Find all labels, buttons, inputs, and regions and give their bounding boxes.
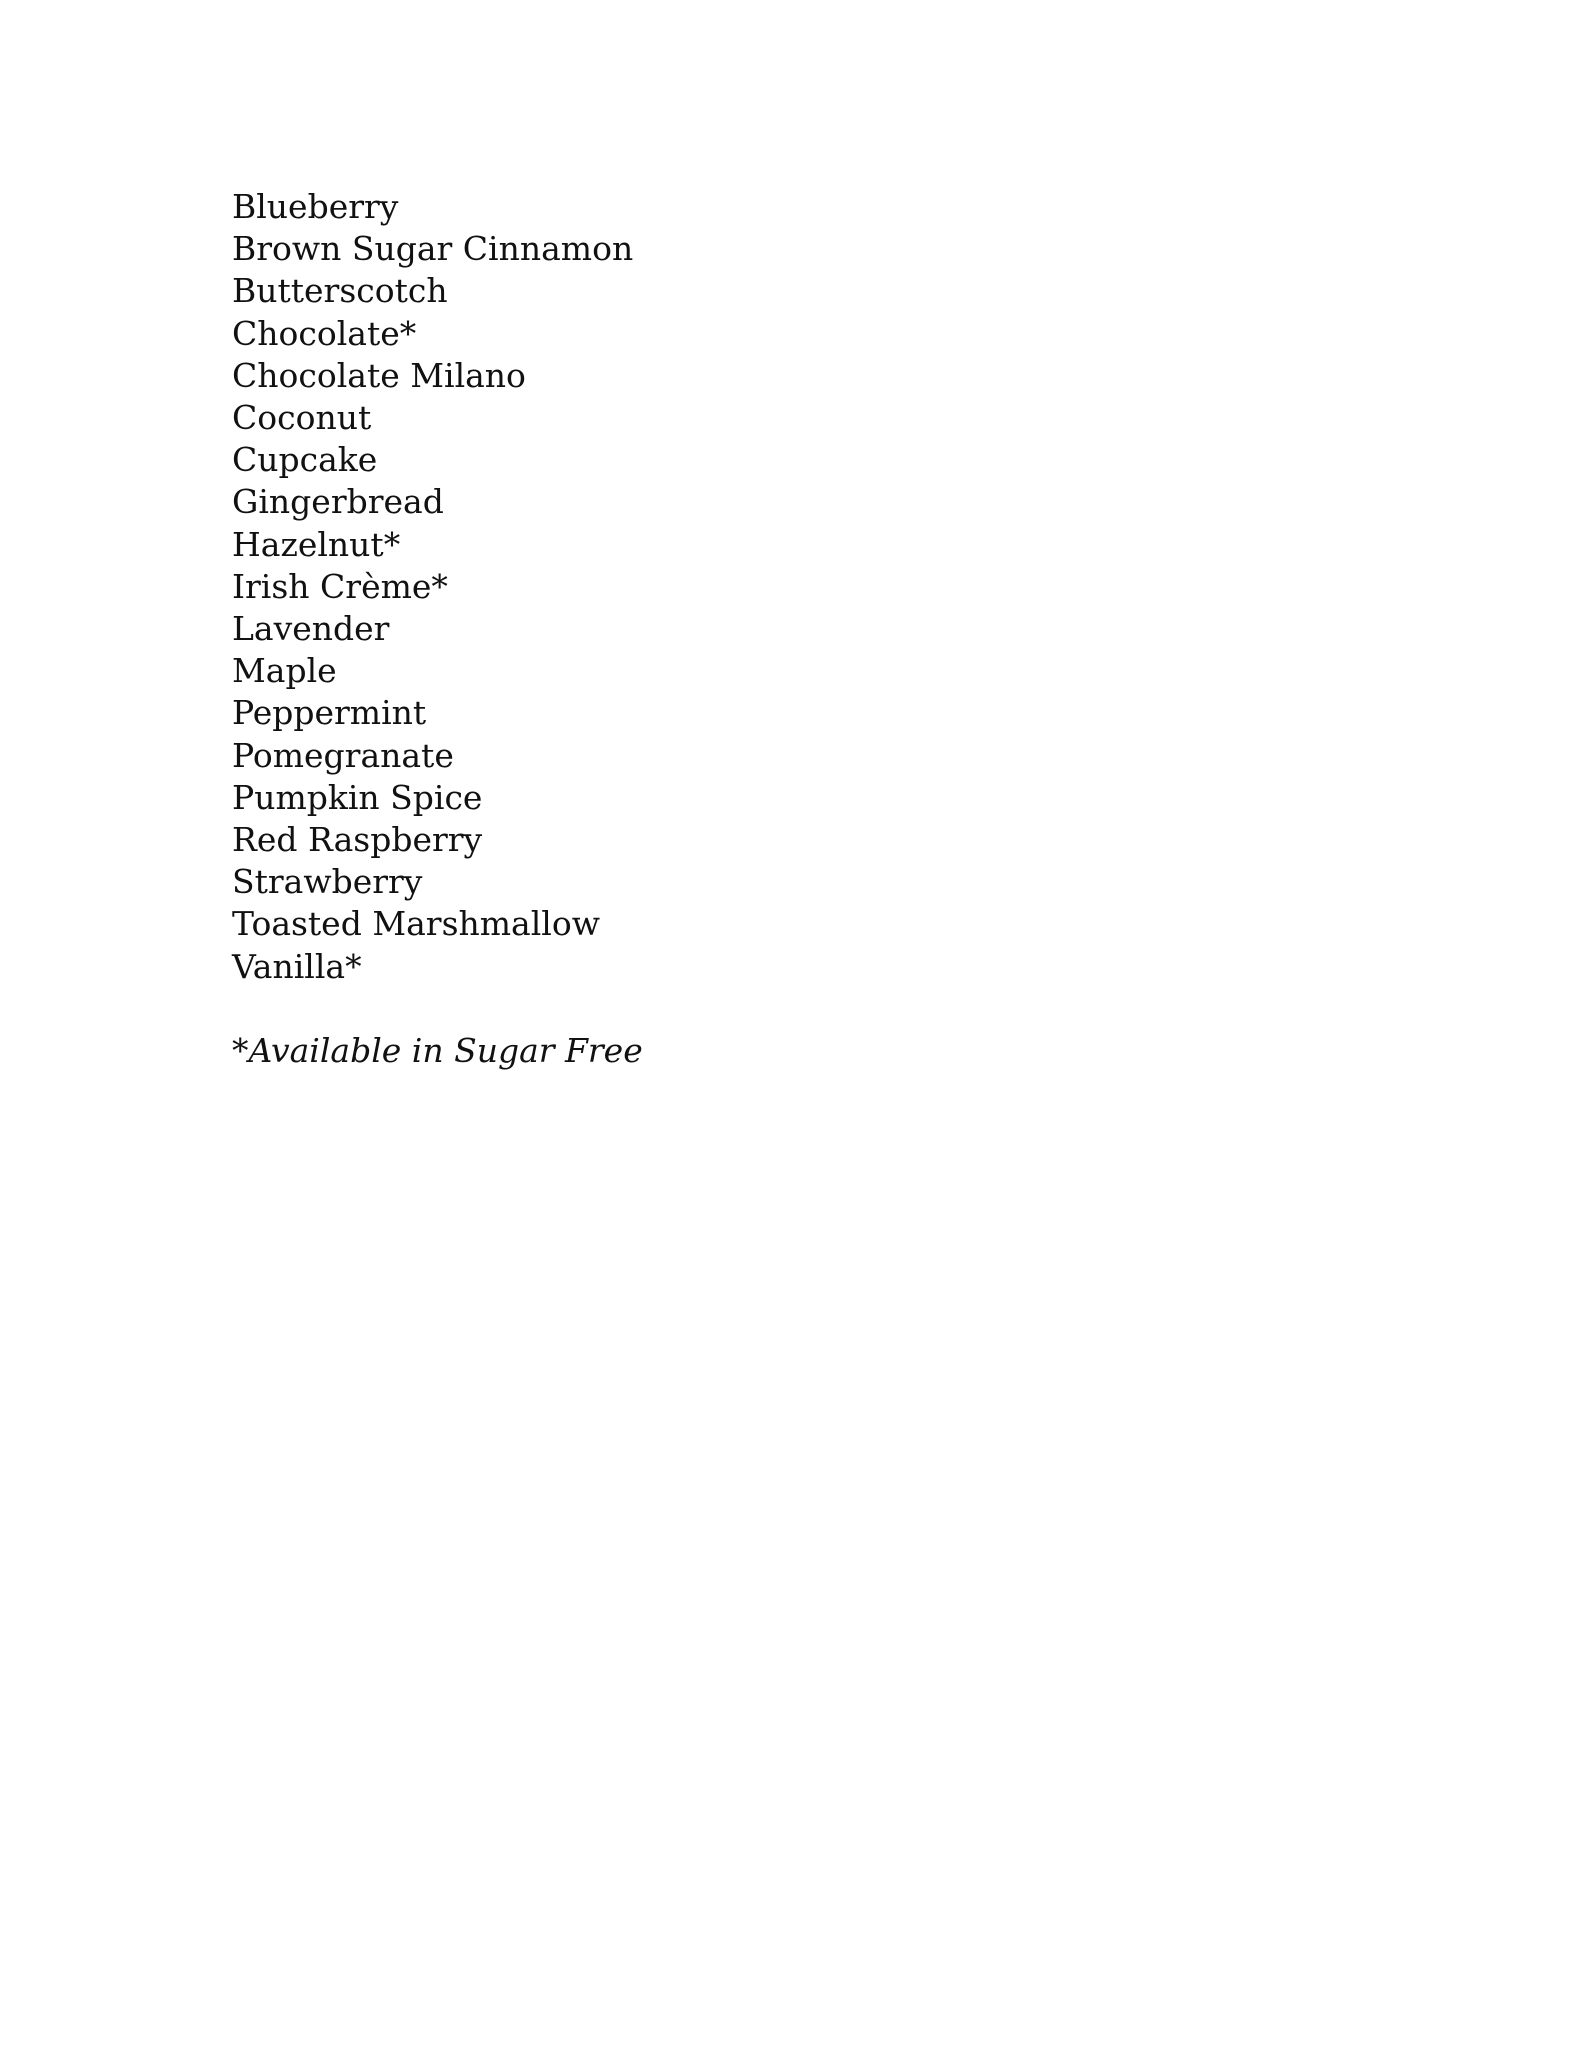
flavor-item: Blueberry xyxy=(232,187,399,226)
flavor-item: Toasted Marshmallow xyxy=(232,904,600,944)
flavor-item: Pomegranate xyxy=(232,735,454,775)
flavor-item: Vanilla* xyxy=(232,946,362,986)
flavor-item: Chocolate Milano xyxy=(232,355,526,395)
flavor-item: Coconut xyxy=(232,398,372,438)
flavor-item: Gingerbread xyxy=(232,482,444,522)
flavor-item: Maple xyxy=(232,651,337,691)
sugar-free-footnote: *Available in Sugar Free xyxy=(232,1031,643,1070)
flavor-item: Irish Crème* xyxy=(232,566,448,606)
flavor-item: Strawberry xyxy=(232,862,423,902)
flavor-list xyxy=(232,186,633,988)
flavor-item: Red Raspberry xyxy=(232,820,483,860)
flavor-item: Brown Sugar Cinnamon xyxy=(232,229,634,269)
flavor-item: Butterscotch xyxy=(232,271,448,311)
flavor-item: Cupcake xyxy=(232,440,378,480)
flavor-item: Chocolate* xyxy=(232,313,417,353)
flavor-item: Pumpkin Spice xyxy=(232,777,483,817)
flavor-item: Lavender xyxy=(232,609,390,649)
flavor-item: Peppermint xyxy=(232,693,427,733)
flavor-item: Hazelnut* xyxy=(232,524,401,564)
